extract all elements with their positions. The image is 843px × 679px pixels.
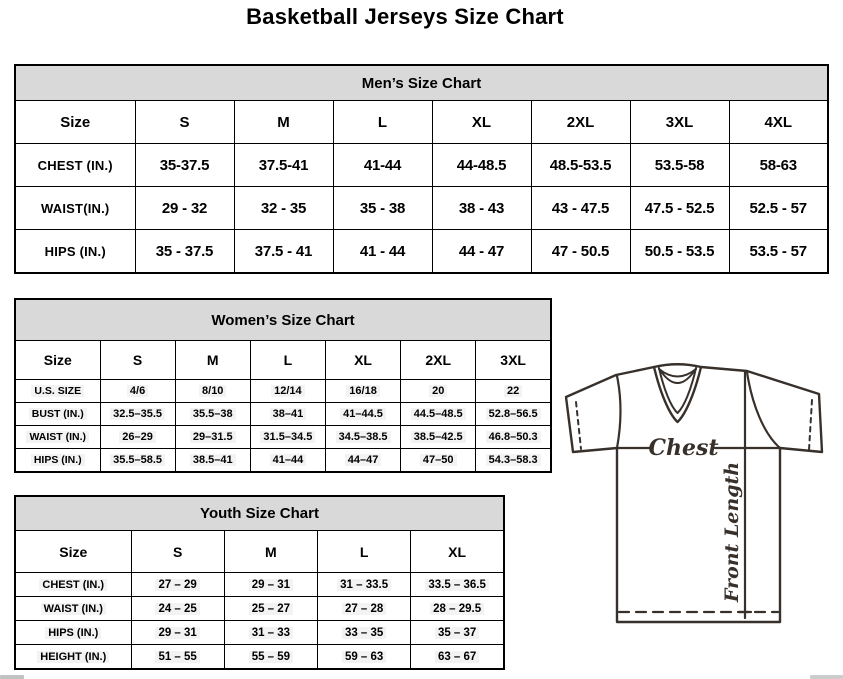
cell-value: 27 – 28 bbox=[342, 603, 386, 615]
size-cell bbox=[318, 597, 411, 621]
size-cell bbox=[401, 426, 476, 449]
mens-table-caption: Men’s Size Chart bbox=[15, 65, 828, 101]
column-header: L bbox=[250, 341, 325, 380]
cell-value: 26–29 bbox=[119, 431, 156, 443]
size-cell: 58-63 bbox=[729, 144, 828, 187]
size-cell bbox=[100, 426, 175, 449]
size-cell bbox=[131, 645, 224, 670]
column-header: 3XL bbox=[630, 101, 729, 144]
size-cell bbox=[411, 621, 504, 645]
column-header: 3XL bbox=[476, 341, 551, 380]
table-row bbox=[15, 187, 828, 230]
size-cell: 47.5 - 52.5 bbox=[630, 187, 729, 230]
table-row bbox=[15, 597, 504, 621]
cell-value: 20 bbox=[429, 385, 447, 397]
cell-value: 4/6 bbox=[127, 385, 148, 397]
size-cell bbox=[224, 645, 317, 670]
cell-value: 35.5–58.5 bbox=[110, 454, 165, 466]
table-caption-row bbox=[15, 299, 551, 341]
column-header: Size bbox=[15, 341, 100, 380]
cell-value: 25 – 27 bbox=[249, 603, 293, 615]
table-row bbox=[15, 621, 504, 645]
size-cell bbox=[325, 426, 400, 449]
size-cell bbox=[224, 597, 317, 621]
row-label bbox=[15, 426, 100, 449]
table-row bbox=[15, 144, 828, 187]
jersey-cuff-dash-left bbox=[576, 402, 581, 449]
youth-size-chart-table bbox=[14, 495, 505, 670]
cell-value: 46.8–50.3 bbox=[486, 431, 541, 443]
size-cell: 35-37.5 bbox=[135, 144, 234, 187]
table-caption-row bbox=[15, 496, 504, 531]
row-label bbox=[15, 597, 131, 621]
size-cell bbox=[175, 403, 250, 426]
cell-value: HIPS (IN.) bbox=[31, 454, 85, 466]
cell-value: 28 – 29.5 bbox=[430, 603, 484, 615]
column-header: S bbox=[100, 341, 175, 380]
cell-value: 41–44 bbox=[270, 454, 307, 466]
table-header-row bbox=[15, 101, 828, 144]
cell-value: 52.8–56.5 bbox=[486, 408, 541, 420]
size-cell bbox=[250, 449, 325, 473]
size-cell: 37.5 - 41 bbox=[234, 230, 333, 274]
cell-value: 41–44.5 bbox=[340, 408, 386, 420]
size-cell: 38 - 43 bbox=[432, 187, 531, 230]
column-header: Size bbox=[15, 101, 135, 144]
cell-value: 63 – 67 bbox=[435, 651, 479, 663]
size-cell bbox=[476, 426, 551, 449]
size-cell bbox=[175, 449, 250, 473]
jersey-size-diagram bbox=[556, 360, 840, 630]
size-cell: 43 - 47.5 bbox=[531, 187, 630, 230]
horizontal-scrollbar-fragment-left[interactable] bbox=[0, 675, 24, 679]
table-row bbox=[15, 573, 504, 597]
cell-value: HEIGHT (IN.) bbox=[37, 651, 109, 663]
cell-value: 32.5–35.5 bbox=[110, 408, 165, 420]
row-label: CHEST (IN.) bbox=[15, 144, 135, 187]
size-cell bbox=[318, 573, 411, 597]
cell-value: 8/10 bbox=[199, 385, 226, 397]
cell-value: 38.5–42.5 bbox=[411, 431, 466, 443]
size-cell: 41-44 bbox=[333, 144, 432, 187]
row-label bbox=[15, 573, 131, 597]
size-cell bbox=[325, 380, 400, 403]
size-cell bbox=[318, 645, 411, 670]
size-cell: 52.5 - 57 bbox=[729, 187, 828, 230]
cell-value: 29–31.5 bbox=[190, 431, 236, 443]
youth-table-caption: Youth Size Chart bbox=[15, 496, 504, 531]
size-cell: 32 - 35 bbox=[234, 187, 333, 230]
size-cell bbox=[401, 403, 476, 426]
size-cell: 29 - 32 bbox=[135, 187, 234, 230]
page-title: Basketball Jerseys Size Chart bbox=[246, 4, 564, 29]
size-cell: 35 - 38 bbox=[333, 187, 432, 230]
size-cell bbox=[250, 403, 325, 426]
row-label bbox=[15, 449, 100, 473]
cell-value: 34.5–38.5 bbox=[336, 431, 391, 443]
column-header: M bbox=[175, 341, 250, 380]
size-cell bbox=[401, 380, 476, 403]
table-row bbox=[15, 403, 551, 426]
size-cell: 53.5 - 57 bbox=[729, 230, 828, 274]
cell-value: 29 – 31 bbox=[155, 627, 199, 639]
cell-value: 35 – 37 bbox=[435, 627, 479, 639]
size-cell bbox=[411, 597, 504, 621]
cell-value: BUST (IN.) bbox=[29, 408, 87, 420]
size-cell: 44 - 47 bbox=[432, 230, 531, 274]
table-row bbox=[15, 380, 551, 403]
jersey-armhole-seam-right bbox=[747, 372, 780, 448]
cell-value: 44.5–48.5 bbox=[411, 408, 466, 420]
column-header: XL bbox=[411, 531, 504, 573]
cell-value: 35.5–38 bbox=[190, 408, 236, 420]
size-cell bbox=[131, 621, 224, 645]
cell-value: 38.5–41 bbox=[190, 454, 236, 466]
cell-value: 24 – 25 bbox=[155, 603, 199, 615]
size-cell bbox=[401, 449, 476, 473]
cell-value: 47–50 bbox=[420, 454, 457, 466]
horizontal-scrollbar-fragment-right[interactable] bbox=[810, 675, 843, 679]
cell-value: 55 – 59 bbox=[249, 651, 293, 663]
mens-size-chart-table bbox=[14, 64, 829, 274]
column-header: S bbox=[131, 531, 224, 573]
row-label bbox=[15, 403, 100, 426]
size-cell: 41 - 44 bbox=[333, 230, 432, 274]
column-header: 2XL bbox=[401, 341, 476, 380]
size-cell: 35 - 37.5 bbox=[135, 230, 234, 274]
column-header: M bbox=[234, 101, 333, 144]
table-header-row bbox=[15, 341, 551, 380]
table-header-row bbox=[15, 531, 504, 573]
size-cell bbox=[325, 403, 400, 426]
cell-value: 51 – 55 bbox=[155, 651, 199, 663]
cell-value: 27 – 29 bbox=[155, 579, 199, 591]
front-length-label: Front Length bbox=[721, 461, 743, 603]
row-label: WAIST(IN.) bbox=[15, 187, 135, 230]
size-cell bbox=[175, 380, 250, 403]
table-row bbox=[15, 645, 504, 670]
jersey-armhole-seam-left bbox=[617, 376, 620, 448]
size-cell bbox=[250, 380, 325, 403]
size-cell bbox=[100, 403, 175, 426]
cell-value: 31 – 33 bbox=[249, 627, 293, 639]
column-header: XL bbox=[325, 341, 400, 380]
size-cell: 44-48.5 bbox=[432, 144, 531, 187]
size-cell bbox=[476, 449, 551, 473]
size-cell bbox=[224, 621, 317, 645]
row-label: HIPS (IN.) bbox=[15, 230, 135, 274]
column-header: L bbox=[318, 531, 411, 573]
jersey-cuff-dash-right bbox=[809, 400, 812, 450]
size-cell bbox=[318, 621, 411, 645]
size-cell bbox=[131, 573, 224, 597]
table-row bbox=[15, 230, 828, 274]
cell-value: 59 – 63 bbox=[342, 651, 386, 663]
size-cell bbox=[100, 449, 175, 473]
row-label bbox=[15, 645, 131, 670]
womens-table-caption: Women’s Size Chart bbox=[15, 299, 551, 341]
cell-value: 31 – 33.5 bbox=[337, 579, 391, 591]
size-cell: 47 - 50.5 bbox=[531, 230, 630, 274]
cell-value: 44–47 bbox=[345, 454, 382, 466]
size-cell bbox=[411, 645, 504, 670]
size-cell bbox=[224, 573, 317, 597]
cell-value: 33.5 – 36.5 bbox=[425, 579, 489, 591]
cell-value: HIPS (IN.) bbox=[45, 627, 101, 639]
cell-value: WAIST (IN.) bbox=[26, 431, 89, 443]
row-label bbox=[15, 380, 100, 403]
size-cell bbox=[411, 573, 504, 597]
column-header: XL bbox=[432, 101, 531, 144]
size-cell: 53.5-58 bbox=[630, 144, 729, 187]
cell-value: 31.5–34.5 bbox=[260, 431, 315, 443]
column-header: 2XL bbox=[531, 101, 630, 144]
womens-size-chart-table bbox=[14, 298, 552, 473]
size-cell: 37.5-41 bbox=[234, 144, 333, 187]
size-cell bbox=[250, 426, 325, 449]
cell-value: U.S. SIZE bbox=[31, 385, 84, 397]
size-cell bbox=[476, 380, 551, 403]
size-cell bbox=[476, 403, 551, 426]
table-row bbox=[15, 449, 551, 473]
chest-label: Chest bbox=[648, 435, 719, 461]
size-cell bbox=[175, 426, 250, 449]
cell-value: 22 bbox=[504, 385, 522, 397]
column-header: S bbox=[135, 101, 234, 144]
size-cell: 50.5 - 53.5 bbox=[630, 230, 729, 274]
cell-value: WAIST (IN.) bbox=[41, 603, 106, 615]
column-header: M bbox=[224, 531, 317, 573]
size-cell bbox=[100, 380, 175, 403]
cell-value: 33 – 35 bbox=[342, 627, 386, 639]
cell-value: 38–41 bbox=[270, 408, 307, 420]
column-header: Size bbox=[15, 531, 131, 573]
column-header: 4XL bbox=[729, 101, 828, 144]
cell-value: 29 – 31 bbox=[249, 579, 293, 591]
jersey-outline bbox=[566, 364, 822, 622]
size-cell bbox=[325, 449, 400, 473]
cell-value: 12/14 bbox=[271, 385, 305, 397]
size-cell bbox=[131, 597, 224, 621]
table-caption-row bbox=[15, 65, 828, 101]
row-label bbox=[15, 621, 131, 645]
size-cell: 48.5-53.5 bbox=[531, 144, 630, 187]
table-row bbox=[15, 426, 551, 449]
cell-value: CHEST (IN.) bbox=[39, 579, 107, 591]
cell-value: 54.3–58.3 bbox=[486, 454, 541, 466]
column-header: L bbox=[333, 101, 432, 144]
cell-value: 16/18 bbox=[346, 385, 380, 397]
